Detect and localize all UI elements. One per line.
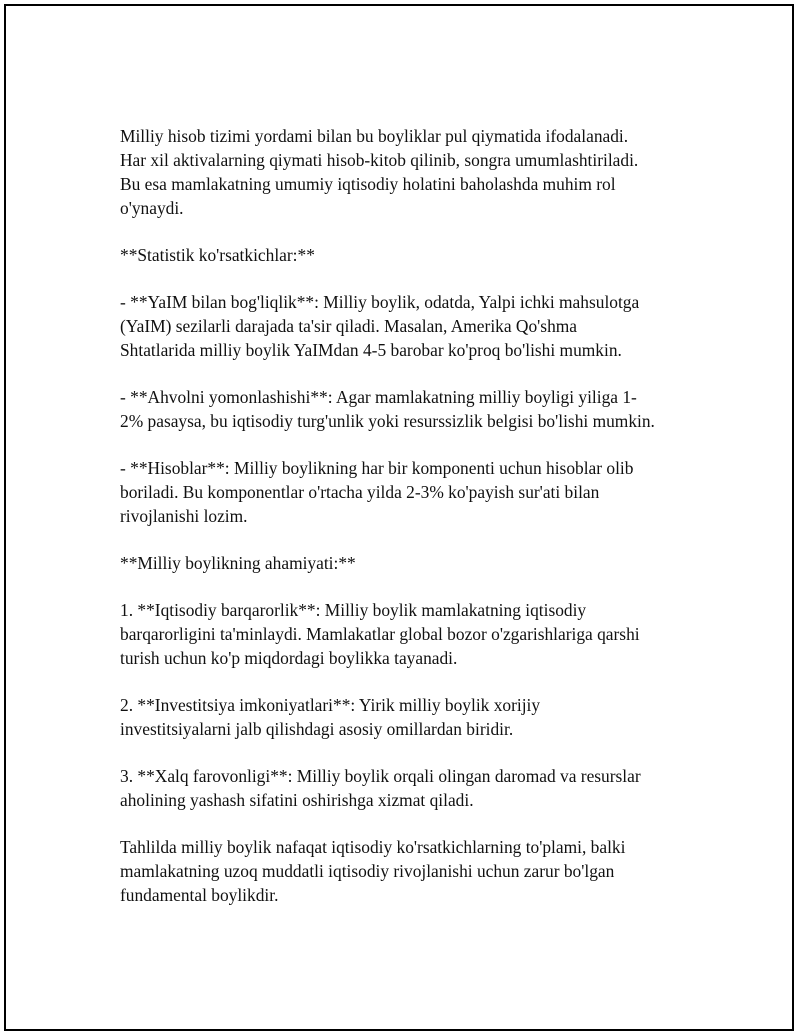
numbered-item-2: 2. **Investitsiya imkoniyatlari**: Yirik milliy boylik xorijiy investitsiyalarni jalb qilishdagi asosiy omillardan biridir. <box>120 695 541 739</box>
document-body <box>120 124 705 930</box>
list-item-yaim: - **YaIM bilan bog'liqlik**: Milliy boylik, odatda, Yalpi ichki mahsulotga (YaIM) sezilarli darajada ta'sir qiladi. Masalan, Amerika Qo'shma Shtatlarida milliy boylik YaIMdan 4-5 barobar ko'proq bo'lishi mumkin. <box>120 292 640 360</box>
list-item-hisoblar: - **Hisoblar**: Milliy boylikning har bir komponenti uchun hisoblar olib boriladi. Bu komponentlar o'rtacha yilda 2-3% ko'payish sur'ati bilan rivojlanishi lozim. <box>120 458 634 526</box>
document-page <box>4 4 794 1031</box>
paragraph-intro: Milliy hisob tizimi yordami bilan bu boyliklar pul qiymatida ifodalanadi. Har xil aktivalarning qiymati hisob-kitob qilinib, songra umumlashtiriladi. Bu esa mamlakatning umumiy iqtisodiy holatini baholashda muhim rol o'ynaydi. <box>120 126 639 218</box>
heading-ahamiyati: **Milliy boylikning ahamiyati:** <box>120 553 356 573</box>
numbered-item-1: 1. **Iqtisodiy barqarorlik**: Milliy boylik mamlakatning iqtisodiy barqarorligini ta'minlaydi. Mamlakatlar global bozor o'zgarishlariga qarshi turish uchun ko'p miqdordagi boylikka tayanadi. <box>120 600 640 668</box>
numbered-item-3: 3. **Xalq farovonligi**: Milliy boylik orqali olingan daromad va resurslar aholining yashash sifatini oshirishga xizmat qiladi. <box>120 766 641 810</box>
heading-statistik-korsatkichlar: **Statistik ko'rsatkichlar:** <box>120 245 315 265</box>
paragraph-conclusion: Tahlilda milliy boylik nafaqat iqtisodiy ko'rsatkichlarning to'plami, balki mamlakatning uzoq muddatli iqtisodiy rivojlanishi uchun zarur bo'lgan fundamental boylikdir. <box>120 837 626 905</box>
list-item-ahvolni: - **Ahvolni yomonlashishi**: Agar mamlakatning milliy boyligi yiliga 1- 2% pasaysa, bu iqtisodiy turg'unlik yoki resurssizlik belgisi bo'lishi mumkin. <box>120 387 655 431</box>
